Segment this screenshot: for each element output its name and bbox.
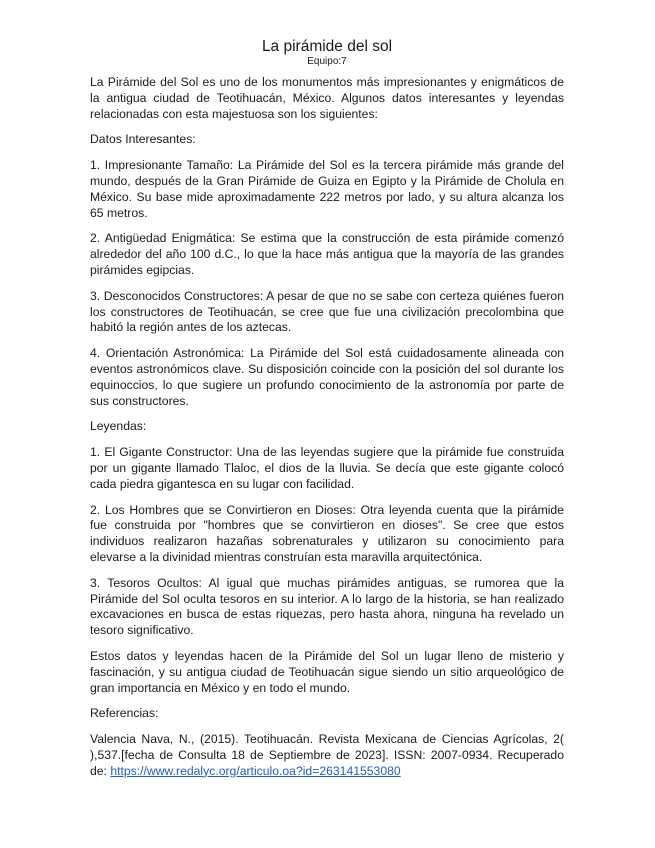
page-subtitle: Equipo:7 xyxy=(307,56,347,67)
reference-text: Valencia Nava, N., (2015). Teotihuacán. Revista Mexicana de Ciencias Agrícolas, 2( ),537.[fecha de Consulta 18 de Septiembre de 2023]. ISSN: 2007-0934. Recuperado de: xyxy=(90,732,564,778)
document-page xyxy=(90,38,564,789)
facts-heading: Datos Interesantes: xyxy=(90,132,196,147)
fact-paragraph: 4. Orientación Astronómica: La Pirámide del Sol está cuidadosamente alineada con eventos astronómicos clave. Su disposición coincide con la posición del sol durante los equinoccios, lo que sugiere un profundo conocimiento de la astronomía por parte de sus constructores. xyxy=(90,346,564,408)
intro-paragraph: La Pirámide del Sol es uno de los monumentos más impresionantes y enigmáticos de la antigua ciudad de Teotihuacán, México. Algunos datos interesantes y leyendas relacionadas con esta majestuosa son los siguientes: xyxy=(90,75,564,121)
conclusion-paragraph: Estos datos y leyendas hacen de la Pirámide del Sol un lugar lleno de misterio y fascinación, y su antigua ciudad de Teotihuacán sigue siendo un sitio arqueológico de gran importancia en México y en todo el mundo. xyxy=(90,648,564,695)
legends-heading: Leyendas: xyxy=(90,419,147,434)
reference-link[interactable]: https://www.redalyc.org/articulo.oa?id=263141553080 xyxy=(110,763,401,778)
reference-entry xyxy=(90,732,564,779)
fact-paragraph: 3. Desconocidos Constructores: A pesar de que no se sabe con certeza quiénes fueron los constructores de Teotihuacán, se cree que fue una civilización precolombina que habitó la región antes de los aztecas. xyxy=(90,288,564,335)
fact-paragraph: 1. Impresionante Tamaño: La Pirámide del Sol es la tercera pirámide más grande del mundo, después de la Gran Pirámide de Guiza en Egipto y la Pirámide de Cholula en México. Su base mide aproximadamente 222 metros por lado, y su altura alcanza los 65 metros. xyxy=(90,158,564,220)
legend-paragraph: 2. Los Hombres que se Convirtieron en Dioses: Otra leyenda cuenta que la pirámide fue construida por "hombres que se convirtieron en dioses". Se cree que estos individuos realizaron hazañas sobrenaturales y utilizaron su conocimiento para elevarse a la divinidad mientras construían esta maravilla arquitectónica. xyxy=(90,502,564,564)
references-heading: Referencias: xyxy=(90,706,159,721)
fact-paragraph: 2. Antigüedad Enigmática: Se estima que la construcción de esta pirámide comenzó alrededor del año 100 d.C., lo que la hace más antigua que la mayoría de las grandes pirámides egipcias. xyxy=(90,231,564,277)
page-title: La pirámide del sol xyxy=(261,38,393,55)
legend-paragraph: 3. Tesoros Ocultos: Al igual que muchas pirámides antiguas, se rumorea que la Pirámide del Sol oculta tesoros en su interior. A lo largo de la historia, se han realizado excavaciones en busca de estas riquezas, pero hasta ahora, ninguna ha revelado un tesoro significativo. xyxy=(90,575,564,638)
legend-paragraph: 1. El Gigante Constructor: Una de las leyendas sugiere que la pirámide fue construida por un gigante llamado Tlaloc, el dios de la lluvia. Se decía que este gigante colocó cada piedra gigantesca en su lugar con facilidad. xyxy=(90,445,564,491)
